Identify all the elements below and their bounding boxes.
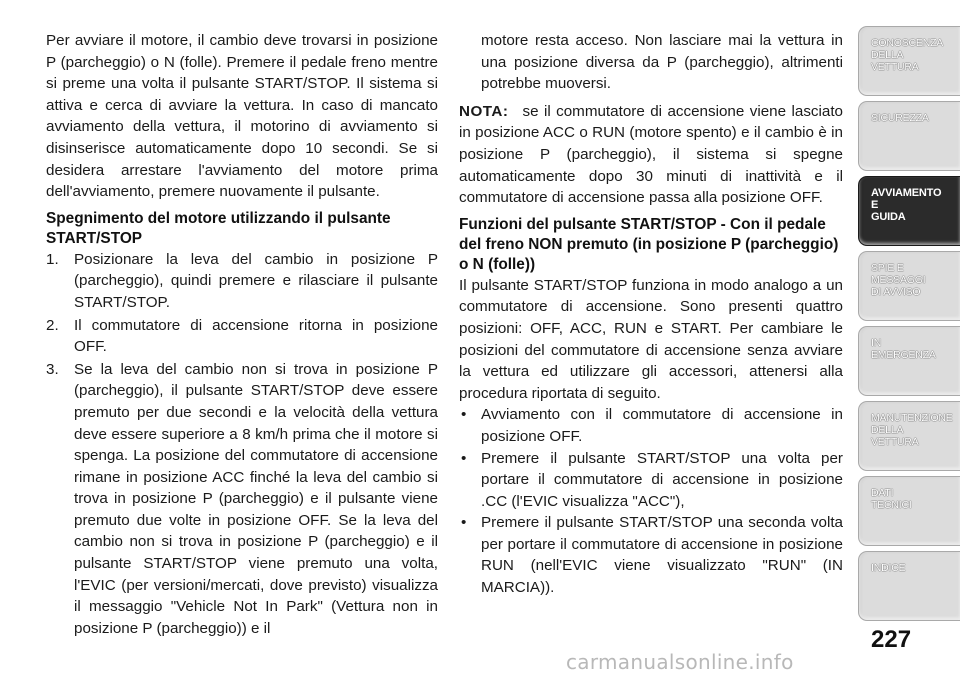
nota-label: NOTA:	[459, 102, 509, 120]
step-number: 3.	[46, 360, 59, 378]
step-number: 2.	[46, 316, 59, 334]
chapter-sidebar	[858, 26, 960, 626]
tab-avviamento-e-guida[interactable]: AVVIAMENTO E GUIDA	[858, 176, 960, 246]
continuation-paragraph: motore resta acceso. Non lasciare mai la vettura in una posizione diversa da P (parcheggio), altrimenti potrebbe muoversi.	[481, 32, 843, 93]
nota-paragraph	[459, 101, 843, 209]
intro-paragraph: Per avviare il motore, il cambio deve trovarsi in posizione P (parcheggio) o N (folle). Premere il pedale freno mentre si preme una volta il pulsante START/STOP. Il sistema si attiva e cerca di avviare la vettura. In caso di mancato avviamento della vettura, il motorino di avviamento si disinserisce automaticamente dopo 10 secondi. Se si desidera arrestare l'avviamento del motore prima dell'avviamento, premere nuovamente il pulsante.	[46, 32, 438, 201]
tab-indice[interactable]: INDICE	[858, 551, 960, 621]
bullet-icon: •	[461, 449, 467, 467]
steps-list	[46, 249, 438, 640]
step-number: 1.	[46, 250, 59, 268]
step-text: Il commutatore di accensione ritorna in posizione OFF.	[74, 316, 438, 356]
tab-manutenzione-della-vettura[interactable]: MANUTENZIONE DELLA VETTURA	[858, 401, 960, 471]
page-number: 227	[871, 626, 912, 653]
bullet-text: Premere il pulsante START/STOP una seconda volta per portare il commutatore di accensione in posizione RUN (nell'EVIC viene visualizzato "RUN" (IN MARCIA)).	[481, 514, 843, 597]
list-item	[459, 448, 843, 513]
tab-conoscenza-della-vettura[interactable]: CONOSCENZA DELLA VETTURA	[858, 26, 960, 96]
tab-spie-e-messaggi-di-avviso[interactable]: SPIE E MESSAGGI DI AVVISO	[858, 251, 960, 321]
nota-text: se il commutatore di accensione viene lasciato in posizione ACC o RUN (motore spento) e il cambio è in posizione P (parcheggio), il sistema si spegne automaticamente dopo 30 minuti di inattività e il commutatore di accensione passa alla posizione OFF.	[459, 102, 843, 207]
list-item	[459, 512, 843, 598]
tab-dati-tecnici[interactable]: DATI TECNICI	[858, 476, 960, 546]
step-text: Posizionare la leva del cambio in posizione P (parcheggio), quindi premere e rilasciare il pulsante START/STOP.	[74, 250, 438, 311]
tab-sicurezza[interactable]: SICUREZZA	[858, 101, 960, 171]
list-item	[46, 315, 438, 358]
right-column	[459, 30, 843, 599]
list-item	[459, 404, 843, 447]
body-paragraph: Il pulsante START/STOP funziona in modo analogo a un commutatore di accensione. Sono presenti quattro posizioni: OFF, ACC, RUN e START. Per cambiare le posizioni del commutatore di accensione senza avviare la vettura ed utilizzare gli accessori, attenersi alla procedura riportata di seguito.	[459, 276, 843, 402]
left-column	[46, 30, 438, 640]
bullet-text: Avviamento con il commutatore di accensione in posizione OFF.	[481, 406, 843, 445]
section-heading-funzioni: Funzioni del pulsante START/STOP - Con il pedale del freno NON premuto (in posizione P (parcheggio) o N (folle))	[459, 215, 839, 273]
section-heading-spegnimento: Spegnimento del motore utilizzando il pulsante START/STOP	[46, 209, 391, 247]
bullet-icon: •	[461, 514, 467, 532]
bullet-text: Premere il pulsante START/STOP una volta per portare il commutatore di accensione in posizione .CC (l'EVIC visualizza "ACC"),	[481, 449, 843, 510]
bullet-icon: •	[461, 406, 467, 424]
tab-in-emergenza[interactable]: IN EMERGENZA	[858, 326, 960, 396]
bullet-list	[459, 404, 843, 598]
step-text: Se la leva del cambio non si trova in posizione P (parcheggio), il pulsante START/STOP deve essere premuto per due secondi e la velocità della vettura deve essere superiore a 8 km/h prima che il motore si spenga. La posizione del commutatore di accensione rimane in posizione ACC finché la leva del cambio si trova in posizione P (parcheggio) e il pulsante viene premuto due volte in posizione OFF. Se la leva del cambio non si trova in posizione P (parcheggio) e il pulsante START/STOP viene premuto una volta, l'EVIC (per versioni/mercati, dove previsto) visualizza il messaggio "Vehicle Not In Park" (Vettura non in posizione P (parcheggio)) e il	[74, 360, 438, 637]
list-item	[46, 359, 438, 640]
watermark: carmanualsonline.info	[566, 650, 794, 674]
list-item	[46, 249, 438, 314]
